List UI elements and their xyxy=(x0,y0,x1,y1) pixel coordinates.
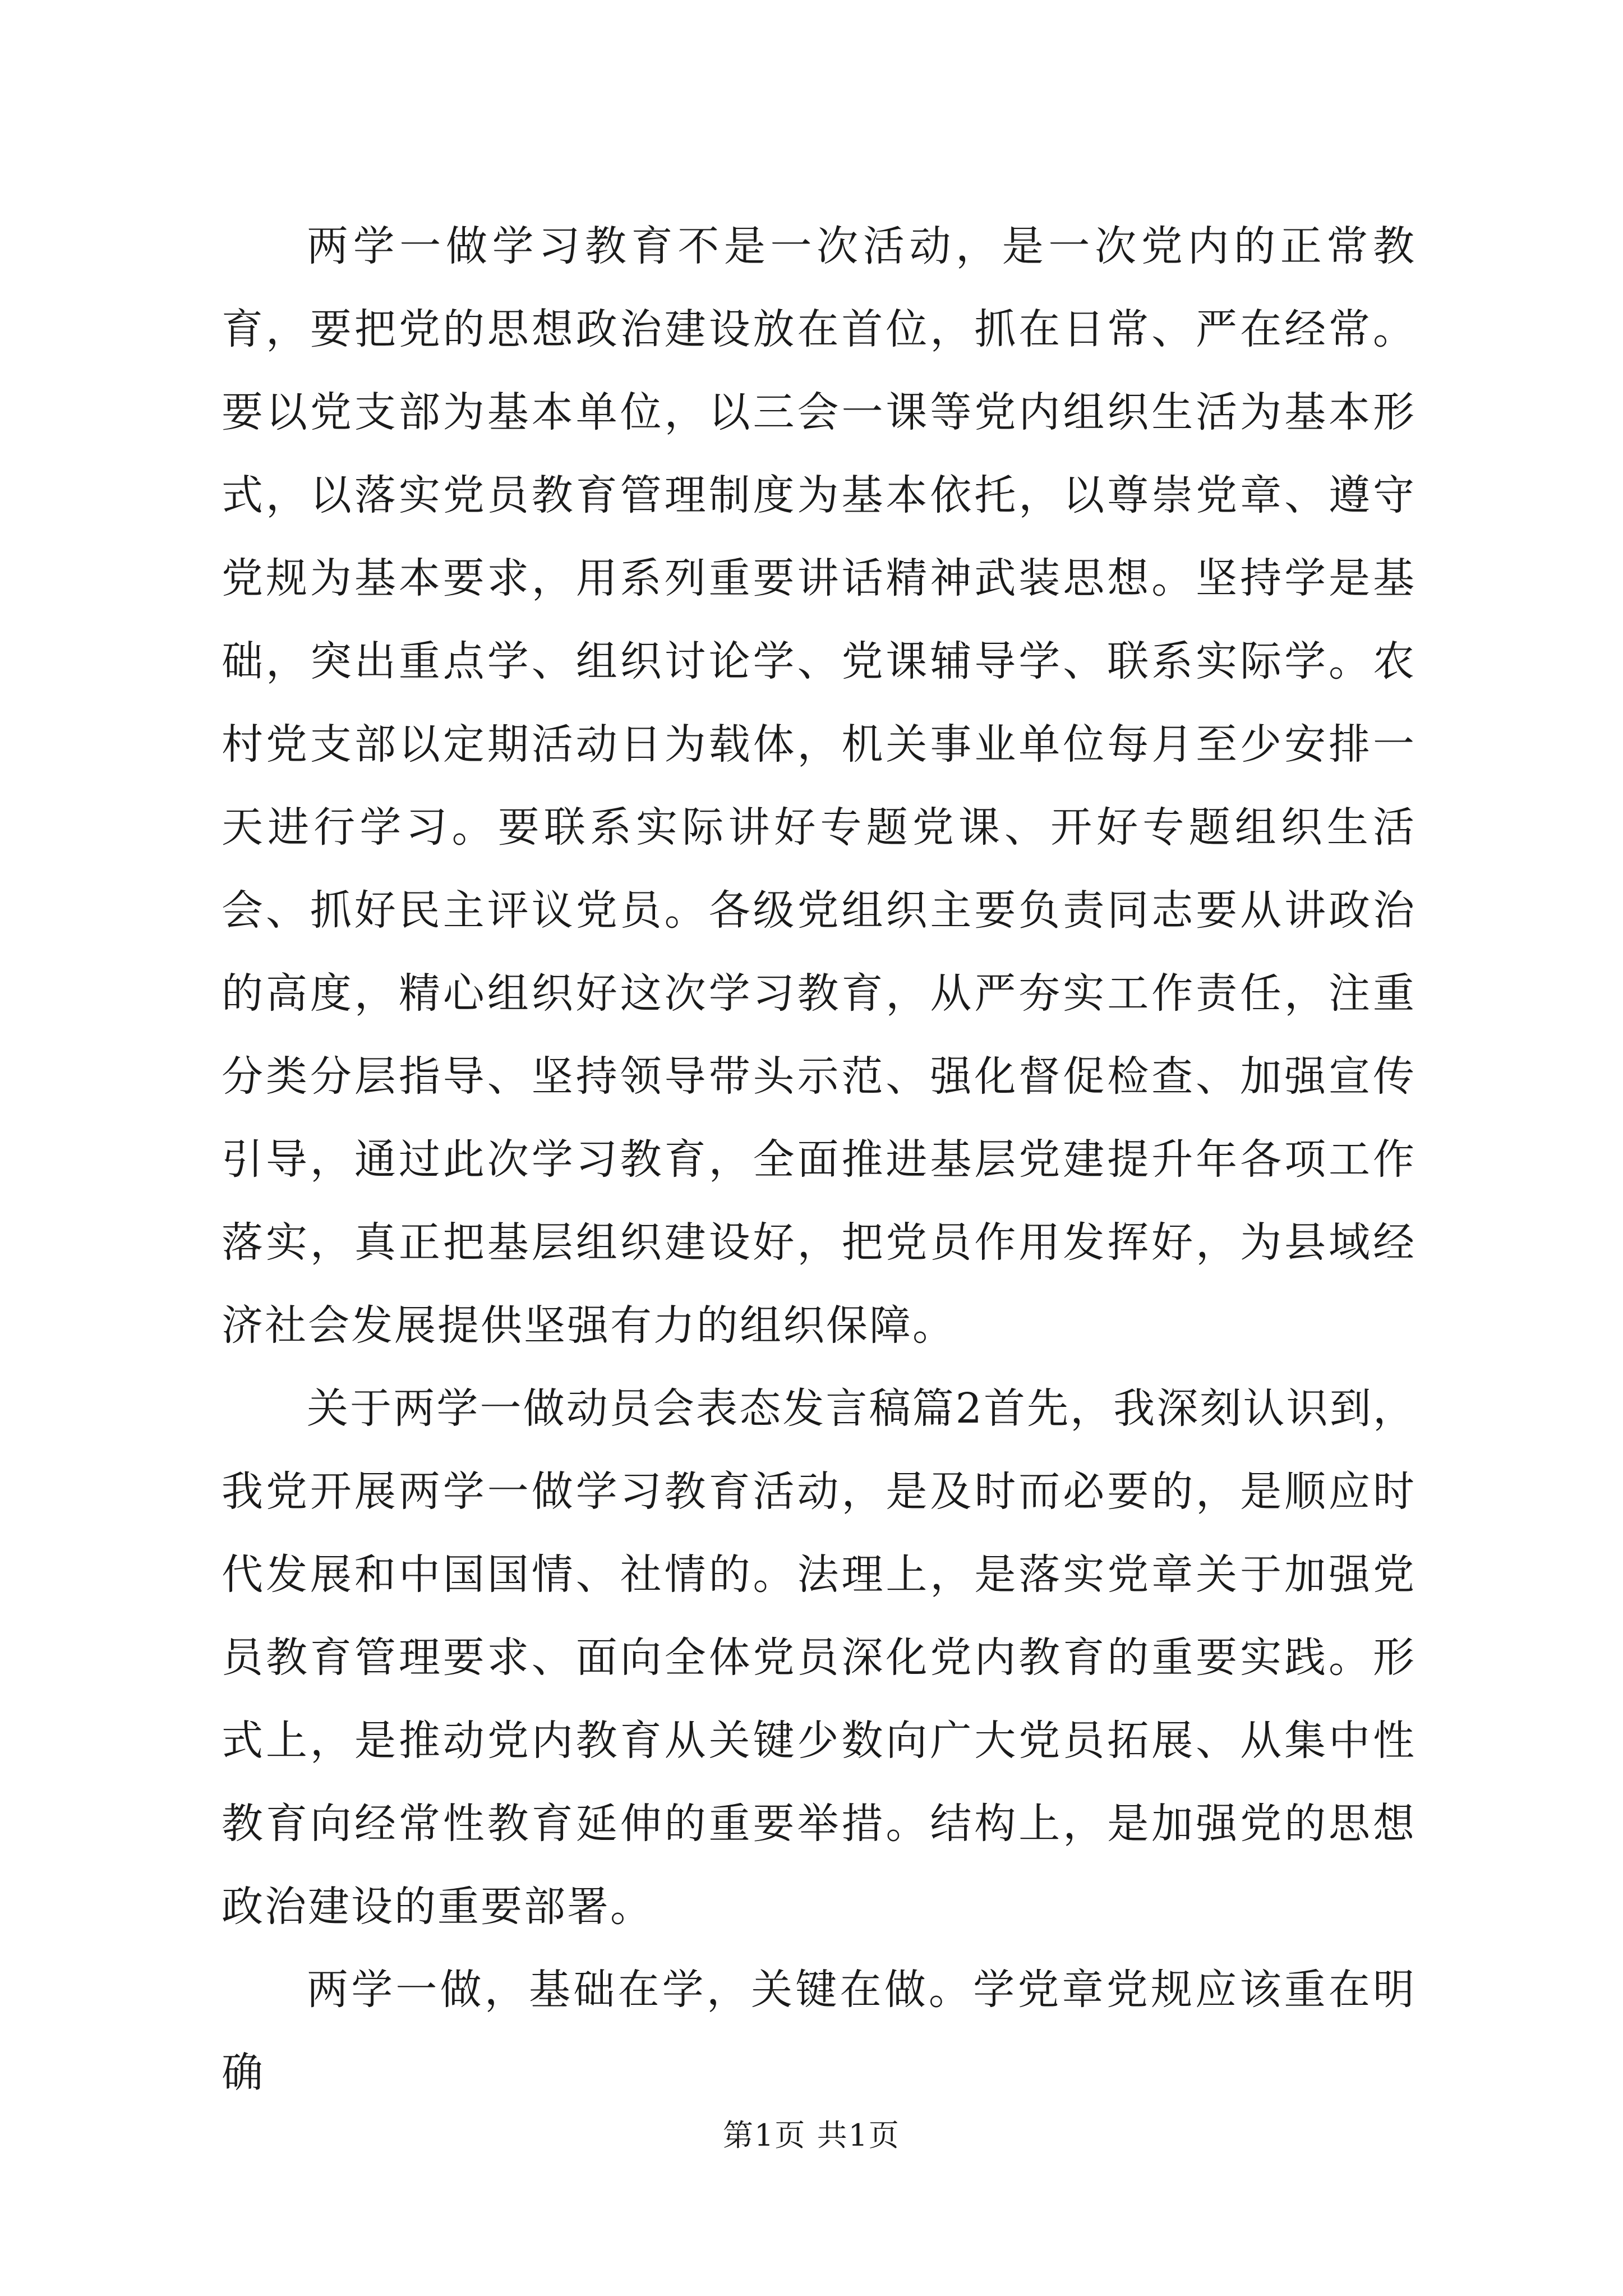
page-footer: 第1页 共1页 xyxy=(723,2118,900,2153)
paragraph-1: 两学一做学习教育不是一次活动，是一次党内的正常教育，要把党的思想政治建设放在首位，抓在日常、严在经常。要以党支部为基本单位，以三会一课等党内组织生活为基本形式，以落实党员教育管理制度为基本依托，以尊崇党章、遵守党规为基本要求，用系列重要讲话精神武装思想。坚持学是基础，突出重点学、组织讨论学、党课辅导学、联系实际学。农村党支部以定期活动日为载体，机关事业单位每月至少安排一天进行学习。要联系实际讲好专题党课、开好专题组织生活会、抓好民主评议党员。各级党组织主要负责同志要从讲政治的高度，精心组织好这次学习教育，从严夯实工作责任，注重分类分层指导、坚持领导带头示范、强化督促检查、加强宣传引导，通过此次学习教育，全面推进基层党建提升年各项工作落实，真正把基层组织建设好，把党员作用发挥好，为县域经济社会发展提供坚强有力的组织保障。 xyxy=(222,222,1416,1350)
document-body xyxy=(222,205,1416,2114)
paragraph-2: 关于两学一做动员会表态发言稿篇2首先，我深刻认识到，我党开展两学一做学习教育活动，是及时而必要的，是顺应时代发展和中国国情、社情的。法理上，是落实党章关于加强党员教育管理要求、面向全体党员深化党内教育的重要实践。形式上，是推动党内教育从关键少数向广大党员拓展、从集中性教育向经常性教育延伸的重要举措。结构上，是加强党的思想政治建设的重要部署。 xyxy=(222,1384,1416,1931)
paragraph-3: 两学一做，基础在学，关键在做。学党章党规应该重在明确 xyxy=(222,1966,1416,2097)
